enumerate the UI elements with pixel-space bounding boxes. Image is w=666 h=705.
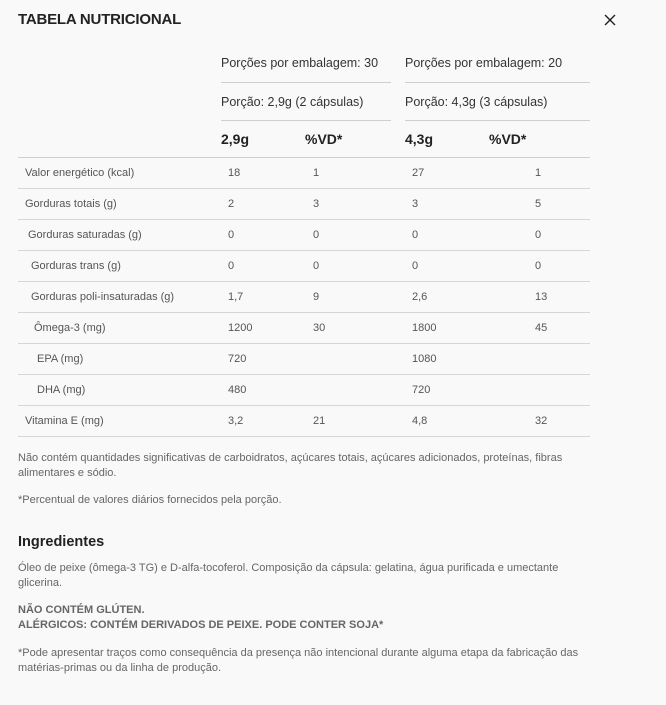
row-divider: [18, 436, 590, 437]
row-label: Gorduras totais (g): [25, 198, 117, 210]
row-label: Ômega-3 (mg): [34, 322, 106, 334]
amount-col2: 4,3g: [405, 131, 434, 147]
divider: [405, 82, 590, 83]
table-row: [18, 282, 590, 313]
row-label: Gorduras saturadas (g): [28, 229, 142, 241]
amount-col1: 1,7: [228, 291, 244, 303]
amount-col1: 720: [228, 353, 247, 365]
table-row: [18, 406, 590, 437]
amount-col1: 0: [228, 229, 235, 241]
amount-col2: 0: [412, 260, 419, 272]
modal-title: TABELA NUTRICIONAL: [18, 11, 182, 28]
vd-col1: 9: [313, 291, 320, 303]
vd-col2: 0: [535, 229, 542, 241]
vd-col1: 3: [313, 198, 320, 210]
portion-col2: Porção: 4,3g (3 cápsulas): [405, 95, 548, 109]
vd-col2: 5: [535, 198, 542, 210]
amount-col2: 2,6: [412, 291, 428, 303]
vd-col2: 13: [535, 291, 548, 303]
row-label: Vitamina E (mg): [25, 415, 104, 427]
row-label: Valor energético (kcal): [25, 167, 135, 179]
table-row: [18, 375, 590, 406]
vd-col1: 0: [313, 229, 320, 241]
vd-col1: 1: [313, 167, 320, 179]
amount-col1: 2: [228, 198, 235, 210]
gluten-warning: NÃO CONTÉM GLÚTEN.: [18, 604, 145, 616]
amount-col2: 720: [412, 384, 431, 396]
amount-col2: 0: [412, 229, 419, 241]
amount-col1: 1200: [228, 322, 253, 334]
ingredients-title: Ingredientes: [18, 534, 105, 550]
portions-per-pack-col2: Porções por embalagem: 20: [405, 56, 563, 70]
amount-col2: 4,8: [412, 415, 428, 427]
close-button[interactable]: [600, 10, 620, 30]
table-row: [18, 220, 590, 251]
amount-col2: 3: [412, 198, 419, 210]
vd-header-col2: %VD*: [489, 131, 527, 147]
divider: [221, 82, 391, 83]
row-label: Gorduras poli-insaturadas (g): [31, 291, 175, 303]
table-row: [18, 189, 590, 220]
table-row: [18, 344, 590, 375]
divider: [221, 120, 391, 121]
divider: [405, 120, 590, 121]
table-row: [18, 313, 590, 344]
row-label: Gorduras trans (g): [31, 260, 121, 272]
vd-col2: 45: [535, 322, 548, 334]
vd-col1: 0: [313, 260, 320, 272]
amount-col2: 27: [412, 167, 425, 179]
amount-col2: 1800: [412, 322, 437, 334]
vd-note: *Percentual de valores diários fornecidos pela porção.: [18, 494, 282, 506]
amount-col1: 3,2: [228, 415, 244, 427]
amount-col1: 18: [228, 167, 241, 179]
amount-col1: 2,9g: [221, 131, 250, 147]
vd-col2: 1: [535, 167, 542, 179]
allergens-warning: ALÉRGICOS: CONTÉM DERIVADOS DE PEIXE. PODE CONTER SOJA*: [18, 619, 384, 631]
amount-col1: 480: [228, 384, 247, 396]
vd-header-col1: %VD*: [305, 131, 343, 147]
vd-col1: 30: [313, 322, 326, 334]
table-row: [18, 158, 590, 189]
close-icon: [600, 10, 620, 30]
vd-col2: 32: [535, 415, 548, 427]
amount-col2: 1080: [412, 353, 437, 365]
row-label: DHA (mg): [37, 384, 86, 396]
vd-col1: 21: [313, 415, 326, 427]
amount-col1: 0: [228, 260, 235, 272]
portion-col1: Porção: 2,9g (2 cápsulas): [221, 95, 364, 109]
row-label: EPA (mg): [37, 353, 84, 365]
ingredients-text: Óleo de peixe (ômega-3 TG) e D-alfa-tocoferol. Composição da cápsula: gelatina, água purificada e umectante glicerina.: [18, 562, 559, 589]
table-row: [18, 251, 590, 282]
portions-per-pack-col1: Porções por embalagem: 30: [221, 56, 379, 70]
traces-note: *Pode apresentar traços como consequência da presença não intencional durante alguma etapa da fabricação das matérias-primas ou da linha de produção.: [18, 647, 579, 674]
not-contain-note: Não contém quantidades significativas de carboidratos, açúcares totais, açúcares adicionados, proteínas, fibras alimentares e sódio.: [18, 452, 563, 479]
vd-col2: 0: [535, 260, 542, 272]
